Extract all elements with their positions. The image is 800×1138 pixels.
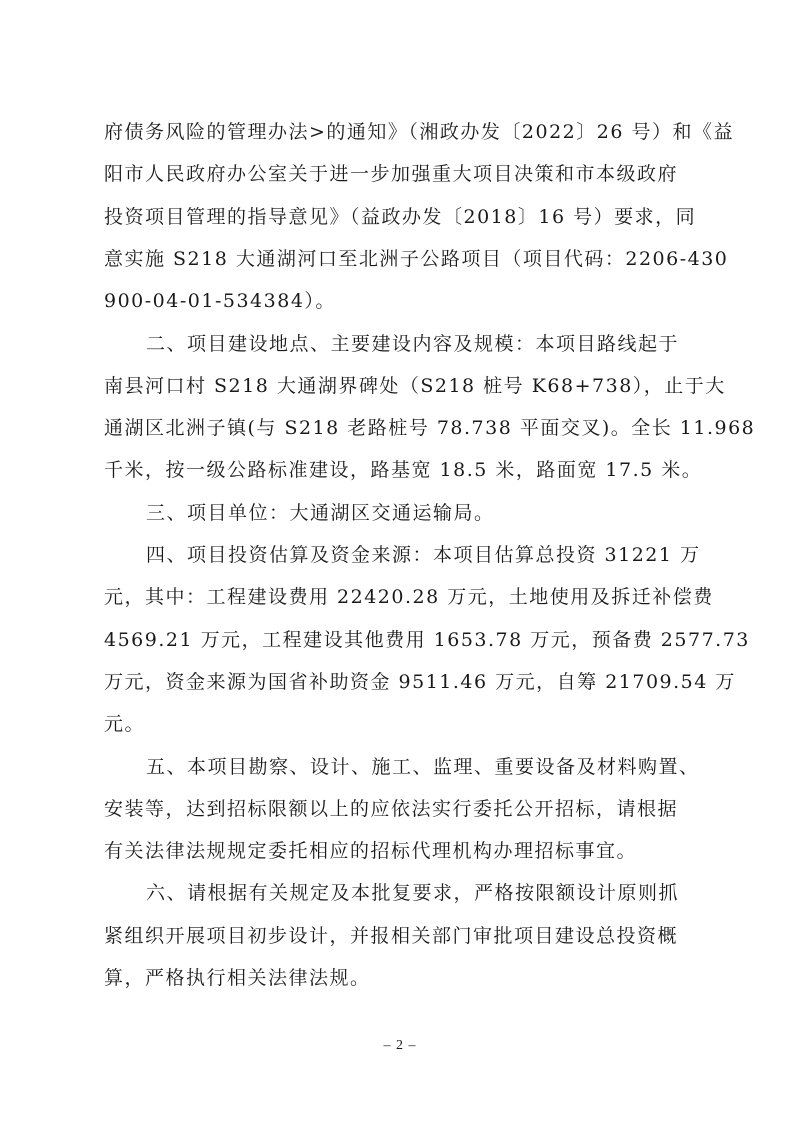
- body-line: 投资项目管理的指导意见》（益政办发〔2018〕16 号）要求，同: [104, 206, 697, 228]
- body-line: 阳市人民政府办公室关于进一步加强重大项目决策和市本级政府: [104, 163, 679, 185]
- body-line: 有关法律法规规定委托相应的招标代理机构办理招标事宜。: [104, 840, 638, 862]
- body-line: 紧组织开展项目初步设计，并报相关部门审批项目建设总投资概: [104, 925, 679, 947]
- page-number: – 2 –: [383, 1038, 417, 1053]
- section-3-line: 三、项目单位：大通湖区交通运输局。: [146, 502, 495, 524]
- body-line: 万元，资金来源为国省补助资金 9511.46 万元，自筹 21709.54 万: [104, 671, 736, 693]
- section-4-line: 四、项目投资估算及资金来源：本项目估算总投资 31221 万: [146, 544, 701, 566]
- body-line: 府债务风险的管理办法>的通知》（湘政办发〔2022〕26 号）和《益: [104, 121, 734, 143]
- body-line: 900-04-01-534384）。: [104, 290, 336, 312]
- body-line: 意实施 S218 大通湖河口至北洲子公路项目（项目代码：2206-430: [104, 248, 729, 270]
- body-line: 元，其中：工程建设费用 22420.28 万元，土地使用及拆迁补偿费: [104, 586, 714, 608]
- section-2-line: 二、项目建设地点、主要建设内容及规模：本项目路线起于: [146, 333, 680, 355]
- body-line: 算，严格执行相关法律法规。: [104, 967, 371, 989]
- body-line: 千米，按一级公路标准建设，路基宽 18.5 米，路面宽 17.5 米。: [104, 459, 703, 481]
- section-5-line: 五、本项目勘察、设计、施工、监理、重要设备及材料购置、: [146, 756, 700, 778]
- body-line: 通湖区北洲子镇(与 S218 老路桩号 78.738 平面交叉)。全长 11.968: [104, 417, 756, 439]
- body-line: 元。: [104, 713, 146, 735]
- body-line: 安装等，达到招标限额以上的应依法实行委托公开招标，请根据: [104, 798, 679, 820]
- body-line: 4569.21 万元，工程建设其他费用 1653.78 万元，预备费 2577.73: [104, 629, 750, 651]
- body-line: 南县河口村 S218 大通湖界碑处（S218 桩号 K68+738），止于大: [104, 375, 726, 397]
- section-6-line: 六、请根据有关规定及本批复要求，严格按限额设计原则抓: [146, 882, 680, 904]
